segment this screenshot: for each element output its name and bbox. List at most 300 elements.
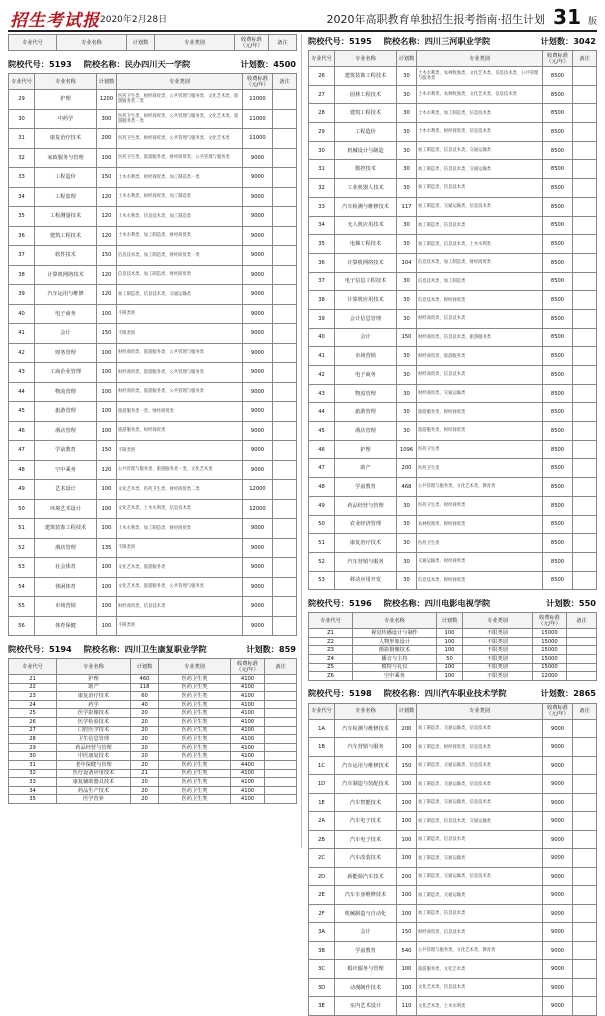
cell-fee: 11000 <box>243 90 273 110</box>
col-header-plan: 计划数 <box>127 35 155 51</box>
cell-category: 土木水利类、加工制造类、财经商贸类 <box>117 226 243 246</box>
cell-remark <box>567 637 597 646</box>
cell-code: 3A <box>309 923 335 942</box>
cell-name: 汽车制造与装配技术 <box>335 775 397 794</box>
cell-remark <box>573 812 597 831</box>
cell-code: Z1 <box>309 629 353 638</box>
cell-fee: 8500 <box>543 478 573 497</box>
cell-code: Z3 <box>309 646 353 655</box>
cell-name: 护理 <box>335 440 397 459</box>
cell-fee: 11000 <box>243 129 273 149</box>
cell-code: 32 <box>309 179 335 198</box>
cell-remark <box>573 123 597 142</box>
cell-remark <box>573 534 597 553</box>
cell-fee: 4100 <box>231 709 265 718</box>
cell-code: 44 <box>9 382 35 402</box>
cell-remark <box>265 760 297 769</box>
col-header-code: 专业代号 <box>9 659 57 675</box>
cell-category: 文化艺术类、信息技术类 <box>417 978 543 997</box>
cell-code: 1E <box>309 793 335 812</box>
cell-fee: 8500 <box>543 309 573 328</box>
cell-fee: 4100 <box>231 743 265 752</box>
cell-fee: 8500 <box>543 141 573 160</box>
cell-plan: 30 <box>397 384 417 403</box>
cell-category: 不限类别 <box>463 655 533 664</box>
cell-code: 46 <box>9 421 35 441</box>
cell-fee: 9000 <box>543 978 573 997</box>
cell-remark <box>573 849 597 868</box>
column-divider <box>301 34 302 848</box>
col-header-remark: 备注 <box>273 74 297 90</box>
cell-fee: 8500 <box>543 160 573 179</box>
cell-remark <box>567 629 597 638</box>
school-code: 院校代号：5194 <box>8 643 72 654</box>
cell-code: 52 <box>9 538 35 558</box>
cell-plan: 20 <box>131 726 159 735</box>
cell-code: 31 <box>9 129 35 149</box>
school-code: 院校代号：5193 <box>8 58 72 69</box>
cell-name: 动漫制作技术 <box>335 978 397 997</box>
cell-code: 30 <box>9 109 35 129</box>
cell-code: 1B <box>309 738 335 757</box>
table-row <box>309 775 597 794</box>
table-row <box>9 363 297 383</box>
table-row <box>309 637 597 646</box>
cell-category: 不限类别 <box>117 324 243 344</box>
cell-name: 学前教育 <box>335 478 397 497</box>
table-row <box>9 752 297 761</box>
cell-fee: 8500 <box>543 440 573 459</box>
cell-category: 医药卫生类、财经商贸类、公共管理与服务类、文化艺术类、旅游服务类二类 <box>117 90 243 110</box>
cell-plan: 100 <box>397 793 417 812</box>
cell-name: 医学影像技术 <box>57 709 131 718</box>
cell-category: 土木水利类、农林牧渔类、文化艺术类、信息技术类 <box>417 85 543 104</box>
table-row <box>9 343 297 363</box>
cell-code: 31 <box>9 760 57 769</box>
col-header-plan: 计划数 <box>397 51 417 67</box>
cell-category: 加工制造类、信息技术类 <box>417 830 543 849</box>
table-row <box>9 265 297 285</box>
cell-plan: 100 <box>97 558 117 578</box>
cell-remark <box>265 726 297 735</box>
table-row <box>309 328 597 347</box>
cell-code: 32 <box>9 148 35 168</box>
col-header-category: 专业类别 <box>417 51 543 67</box>
cell-fee: 8500 <box>543 216 573 235</box>
cell-fee: 9000 <box>543 756 573 775</box>
cell-fee: 12000 <box>243 480 273 500</box>
cell-category: 加工制造类、信息技术类、交通运输类 <box>417 812 543 831</box>
cell-code: 28 <box>309 104 335 123</box>
cell-remark <box>573 253 597 272</box>
cell-fee: 9000 <box>243 441 273 461</box>
cell-remark <box>567 672 597 681</box>
cell-fee: 9000 <box>243 460 273 480</box>
cell-fee: 9000 <box>243 616 273 636</box>
cell-name: 助产 <box>57 683 131 692</box>
cell-plan: 100 <box>397 775 417 794</box>
cell-fee: 4100 <box>231 795 265 804</box>
cell-fee: 8500 <box>543 534 573 553</box>
cell-name: 会计 <box>35 324 97 344</box>
cell-code: 44 <box>309 403 335 422</box>
cell-category: 加工制造类、交通运输类、信息技术类 <box>417 197 543 216</box>
cell-plan: 120 <box>97 460 117 480</box>
col-header-category: 专业类别 <box>155 35 235 51</box>
cell-name: 汽车车身维修技术 <box>335 886 397 905</box>
table-row <box>9 700 297 709</box>
cell-plan: 540 <box>397 941 417 960</box>
cell-fee: 8500 <box>543 552 573 571</box>
cell-name: 电子商务 <box>35 304 97 324</box>
table-row <box>9 109 297 129</box>
table-row <box>9 460 297 480</box>
cell-category: 不限类别 <box>117 441 243 461</box>
cell-remark <box>273 207 297 227</box>
cell-plan: 20 <box>131 735 159 744</box>
cell-name: 数控技术 <box>335 160 397 179</box>
cell-code: 50 <box>309 515 335 534</box>
col-header-fee: 收费标准（元/年） <box>235 35 269 51</box>
cell-code: 43 <box>9 363 35 383</box>
cell-name: 护理 <box>57 675 131 684</box>
cell-name: 老年保健与管理 <box>57 760 131 769</box>
col-header-name: 专业名称 <box>335 703 397 719</box>
cell-plan: 20 <box>131 709 159 718</box>
cell-name: 中药学 <box>35 109 97 129</box>
cell-code: 48 <box>309 478 335 497</box>
col-header-fee: 收费标准（元/年） <box>243 74 273 90</box>
cell-category: 财经商贸类、旅游服务类 <box>417 347 543 366</box>
cell-category: 土木水利类、信息技术类、加工制造类 <box>117 207 243 227</box>
cell-plan: 100 <box>97 402 117 422</box>
cell-remark <box>573 422 597 441</box>
cell-category: 医药卫生类 <box>159 760 231 769</box>
cell-code: 27 <box>309 85 335 104</box>
table-row <box>9 285 297 305</box>
table-row <box>309 756 597 775</box>
cell-code: 29 <box>309 123 335 142</box>
school-name: 院校名称：四川电影电视学院 <box>383 597 491 608</box>
cell-plan: 100 <box>397 738 417 757</box>
cell-plan: 100 <box>97 597 117 617</box>
cell-plan: 100 <box>97 304 117 324</box>
cell-fee: 4100 <box>231 726 265 735</box>
cell-category: 医药卫生类、财经商贸类、公共管理与服务类、文化艺术类 <box>117 129 243 149</box>
cell-code: 42 <box>309 366 335 385</box>
cell-category: 医药卫生类 <box>159 752 231 761</box>
cell-name: 人物形象设计 <box>353 637 437 646</box>
cell-remark <box>265 786 297 795</box>
cell-category: 公共管理与服务类、旅游服务类一类、文化艺术类 <box>117 460 243 480</box>
cell-fee: 12000 <box>533 672 567 681</box>
cell-name: 汽车营销与服务 <box>335 552 397 571</box>
cell-fee: 9000 <box>243 168 273 188</box>
table-row <box>9 382 297 402</box>
school-header-5196 <box>308 596 596 610</box>
table-row <box>309 515 597 534</box>
cell-remark <box>273 460 297 480</box>
cell-name: 机械设计与制造 <box>335 141 397 160</box>
cell-plan: 20 <box>131 786 159 795</box>
cell-fee: 9000 <box>543 886 573 905</box>
cell-name: 医学检验技术 <box>57 717 131 726</box>
cell-fee: 9000 <box>243 538 273 558</box>
page-suffix: 版 <box>587 17 597 27</box>
table-row <box>309 309 597 328</box>
table-row <box>9 519 297 539</box>
cell-code: 34 <box>9 187 35 207</box>
cell-category: 文化艺术类、土木水利类、信息技术类 <box>117 499 243 519</box>
cell-plan: 30 <box>397 179 417 198</box>
cell-fee: 4100 <box>231 752 265 761</box>
cell-plan: 30 <box>397 235 417 254</box>
cell-remark <box>573 197 597 216</box>
cell-category: 文化艺术类、旅游服务类、公共管理与服务类 <box>117 577 243 597</box>
cell-plan: 200 <box>97 129 117 149</box>
cell-plan: 120 <box>97 207 117 227</box>
cell-name: 新能源汽车技术 <box>335 867 397 886</box>
table-row <box>9 717 297 726</box>
cell-fee: 8500 <box>543 197 573 216</box>
cell-remark <box>573 347 597 366</box>
cell-remark <box>573 997 597 1016</box>
cell-remark <box>273 168 297 188</box>
page-header <box>8 6 597 32</box>
left-column <box>8 34 296 804</box>
table-row <box>309 923 597 942</box>
cell-remark <box>273 519 297 539</box>
cell-name: 酒店管理 <box>335 422 397 441</box>
cell-fee: 8500 <box>543 571 573 590</box>
cell-fee: 8500 <box>543 347 573 366</box>
cell-fee: 9000 <box>543 867 573 886</box>
table-header-row <box>9 659 297 675</box>
school-header-5198 <box>308 687 596 701</box>
cell-plan: 30 <box>397 85 417 104</box>
cell-code: 34 <box>309 216 335 235</box>
table-row <box>9 441 297 461</box>
cell-code: 38 <box>9 265 35 285</box>
table-row <box>309 655 597 664</box>
cell-remark <box>265 795 297 804</box>
cell-code: 40 <box>9 304 35 324</box>
cell-code: 2A <box>309 812 335 831</box>
cell-fee: 9000 <box>243 597 273 617</box>
table-row <box>9 246 297 266</box>
col-header-name: 专业名称 <box>353 613 437 629</box>
cell-remark <box>573 496 597 515</box>
cell-code: 22 <box>9 683 57 692</box>
cell-plan: 30 <box>397 123 417 142</box>
cell-code: 53 <box>309 571 335 590</box>
table-row <box>9 735 297 744</box>
cell-plan: 1096 <box>397 440 417 459</box>
cell-category: 信息技术类、加工制造类 <box>417 272 543 291</box>
cell-category: 加工制造类、交通运输类、信息技术类 <box>417 756 543 775</box>
cell-category: 不限类别 <box>117 304 243 324</box>
table-row <box>309 629 597 638</box>
cell-remark <box>573 978 597 997</box>
cell-category: 财经商贸类、信息技术类 <box>417 923 543 942</box>
table-row <box>309 366 597 385</box>
cell-plan: 30 <box>397 496 417 515</box>
cell-category: 加工制造类、交通运输类、信息技术类 <box>417 719 543 738</box>
cell-plan: 150 <box>397 328 417 347</box>
cell-fee: 8500 <box>543 328 573 347</box>
col-header-name: 专业名称 <box>57 659 131 675</box>
cell-fee: 9000 <box>243 324 273 344</box>
cell-plan: 30 <box>397 309 417 328</box>
cell-remark <box>573 328 597 347</box>
col-header-name: 专业名称 <box>57 35 127 51</box>
cell-remark <box>573 104 597 123</box>
page-number: 31 <box>553 5 581 29</box>
col-header-category: 专业类别 <box>463 613 533 629</box>
school-header-5194 <box>8 642 296 656</box>
cell-remark <box>573 904 597 923</box>
table-header-row <box>9 35 297 51</box>
cell-category: 加工制造类、信息技术类、交通运输类 <box>117 285 243 305</box>
cell-plan: 50 <box>437 655 463 664</box>
cell-remark <box>573 478 597 497</box>
cell-fee: 4100 <box>231 769 265 778</box>
table-row <box>9 207 297 227</box>
cell-category: 信息技术类、加工制造类、财经商贸类一类 <box>117 246 243 266</box>
table-row <box>9 692 297 701</box>
cell-fee: 9000 <box>243 577 273 597</box>
cell-category: 医药卫生类 <box>159 700 231 709</box>
cell-category: 加工制造类、信息技术类、交通运输类 <box>417 141 543 160</box>
cell-remark <box>273 480 297 500</box>
cell-category: 财经商贸类、旅游服务类、公共管理与服务类 <box>117 363 243 383</box>
cell-plan: 30 <box>397 216 417 235</box>
cell-remark <box>273 343 297 363</box>
cell-code: 1C <box>309 756 335 775</box>
cell-fee: 9000 <box>543 812 573 831</box>
col-header-fee: 收费标准（元/年） <box>533 613 567 629</box>
cell-category: 医药卫生类 <box>159 778 231 787</box>
cell-fee: 9000 <box>243 421 273 441</box>
cell-plan: 100 <box>397 830 417 849</box>
cell-code: 29 <box>9 743 57 752</box>
cell-remark <box>573 179 597 198</box>
table-row <box>309 886 597 905</box>
cell-name: 软件技术 <box>35 246 97 266</box>
cell-category: 医药卫生类、财经商贸类 <box>417 496 543 515</box>
cell-name: 无人机应用技术 <box>335 216 397 235</box>
table-row <box>309 85 597 104</box>
table-row <box>309 719 597 738</box>
cell-code: 35 <box>9 207 35 227</box>
cell-fee: 9000 <box>243 402 273 422</box>
cell-fee: 9000 <box>243 519 273 539</box>
cell-category: 信息技术类、加工制造类、财经商贸类 <box>417 253 543 272</box>
cell-fee: 11000 <box>243 109 273 129</box>
cell-fee: 4100 <box>231 778 265 787</box>
cell-remark <box>573 403 597 422</box>
cell-plan: 40 <box>131 700 159 709</box>
cell-category: 财经商贸类、交通运输类 <box>417 384 543 403</box>
table-body <box>9 675 297 804</box>
cell-code: 48 <box>9 460 35 480</box>
cell-remark <box>273 324 297 344</box>
cell-remark <box>273 265 297 285</box>
cell-name: 中医康复技术 <box>57 752 131 761</box>
cell-category: 信息技术类、加工制造类、财经商贸类 <box>117 265 243 285</box>
cell-remark <box>273 402 297 422</box>
table-row <box>309 534 597 553</box>
table-body <box>309 629 597 681</box>
cell-name: 会计信息管理 <box>335 309 397 328</box>
cell-plan: 20 <box>131 760 159 769</box>
cell-name: 汽车智能技术 <box>335 793 397 812</box>
school-code: 院校代号：5195 <box>308 35 372 46</box>
cell-plan: 100 <box>97 421 117 441</box>
school-name: 院校名称：四川三河职业学院 <box>383 35 491 46</box>
cell-plan: 20 <box>131 743 159 752</box>
cell-remark <box>273 597 297 617</box>
cell-plan: 120 <box>97 265 117 285</box>
cell-category: 医药卫生类 <box>159 769 231 778</box>
cell-plan: 30 <box>397 272 417 291</box>
table-row <box>309 141 597 160</box>
cell-category: 加工制造类、信息技术类 <box>417 216 543 235</box>
cell-name: 药品经营与管理 <box>335 496 397 515</box>
col-header-name: 专业名称 <box>35 74 97 90</box>
cell-code: 23 <box>9 692 57 701</box>
cell-fee: 8500 <box>543 384 573 403</box>
cell-fee: 15000 <box>533 655 567 664</box>
school-name: 院校名称：民办四川天一学院 <box>83 58 191 69</box>
cell-name: 酒店管理 <box>35 421 97 441</box>
cell-fee: 4100 <box>231 717 265 726</box>
cell-name: 汽车电子技术 <box>335 812 397 831</box>
cell-category: 医药卫生类、旅游服务类、财经商贸类、公共管理与服务类 <box>117 148 243 168</box>
cell-code: 28 <box>9 735 57 744</box>
cell-category: 旅游服务类一类、财经商贸类 <box>117 402 243 422</box>
cell-fee: 15000 <box>533 646 567 655</box>
cell-plan: 100 <box>437 663 463 672</box>
cell-name: 婚庆服务与管理 <box>335 960 397 979</box>
cell-plan: 150 <box>97 168 117 188</box>
cell-remark <box>273 226 297 246</box>
cell-code: 26 <box>309 67 335 86</box>
cell-remark <box>273 441 297 461</box>
section-title: 2020年高职教育单独招生报考指南·招生计划 <box>326 13 545 26</box>
cell-remark <box>573 272 597 291</box>
cell-plan: 100 <box>97 382 117 402</box>
table-row <box>9 187 297 207</box>
cell-name: 工程测量技术 <box>35 207 97 227</box>
cell-category: 土木水利类、加工制造类、信息技术类 <box>417 104 543 123</box>
cell-code: Z6 <box>309 672 353 681</box>
cell-code: 3E <box>309 997 335 1016</box>
cell-code: 45 <box>9 402 35 422</box>
cell-name: 建筑工程技术 <box>335 104 397 123</box>
cell-plan: 150 <box>97 324 117 344</box>
cell-plan: 30 <box>397 422 417 441</box>
cell-name: 工程监理 <box>35 187 97 207</box>
cell-plan: 30 <box>397 347 417 366</box>
table-header-row <box>309 51 597 67</box>
cell-code: 40 <box>309 328 335 347</box>
cell-code: 37 <box>9 246 35 266</box>
table-row <box>9 480 297 500</box>
cell-fee: 8500 <box>543 422 573 441</box>
cell-plan: 100 <box>97 499 117 519</box>
school-code: 院校代号：5196 <box>308 597 372 608</box>
